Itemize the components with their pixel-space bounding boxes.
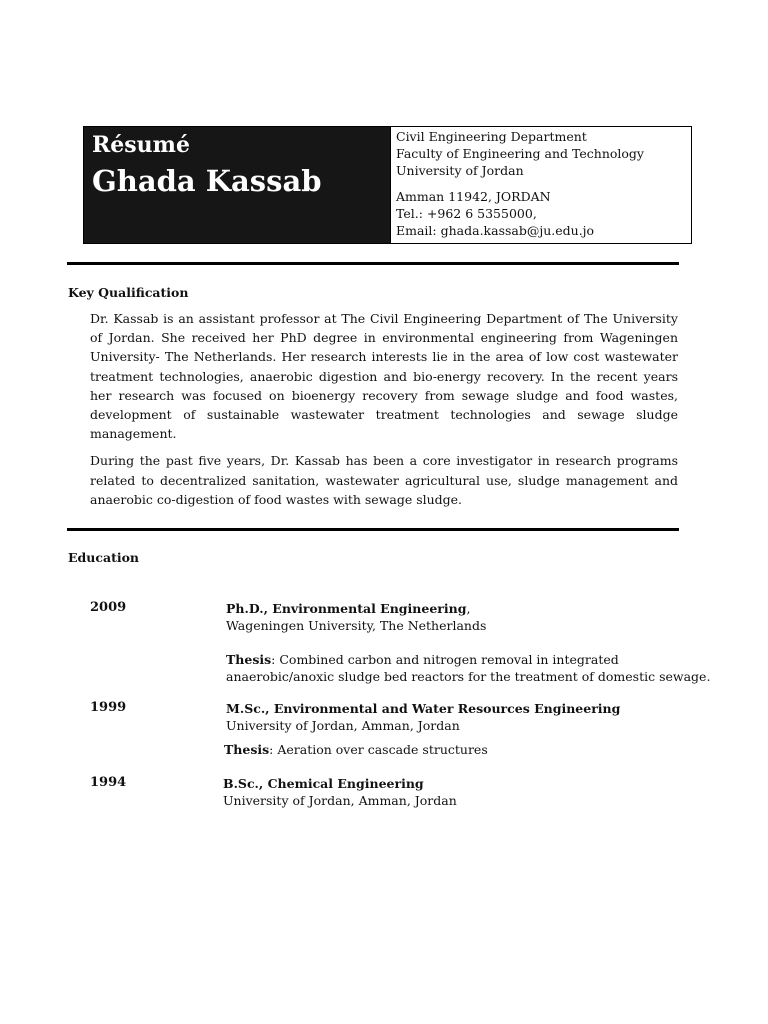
thesis-label: Thesis (224, 742, 270, 757)
education-degree: B.Sc., Chemical Engineering (223, 776, 424, 791)
person-name: Ghada Kassab (92, 164, 322, 198)
address-city: Amman 11942, JORDAN (396, 189, 551, 204)
education-thesis (224, 741, 488, 758)
resume-label: Résumé (92, 132, 190, 158)
section-divider (67, 528, 679, 531)
address-email: Email: ghada.kassab@ju.edu.jo (396, 223, 595, 238)
education-entry (226, 600, 710, 685)
education-year: 1994 (90, 775, 127, 790)
education-degree: M.Sc., Environmental and Water Resources Engineering (226, 701, 621, 716)
address-department: Civil Engineering Department (396, 129, 587, 144)
section-divider (67, 262, 679, 265)
education-institution: University of Jordan, Amman, Jordan (223, 793, 457, 808)
address-university: University of Jordan (396, 163, 524, 178)
education-institution: Wageningen University, The Netherlands (226, 618, 487, 633)
education-degree: Ph.D., Environmental Engineering (226, 601, 467, 616)
education-entry (223, 775, 457, 809)
header-table (83, 126, 692, 244)
thesis-label: Thesis (226, 652, 272, 667)
contact-address (390, 127, 691, 243)
qualification-paragraph: Dr. Kassab is an assistant professor at The Civil Engineering Department of The University of Jordan. She received her PhD degree in environmental engineering from Wageningen University- The Netherlands. Her research interests lie in the area of low cost wastewater treatment technologies, anaerobic digestion and bio-energy recovery. In the recent years her research was focused on bioenergy recovery from sewage sludge and food wastes, development of sustainable wastewater treatment technologies and sewage sludge management. (90, 311, 678, 442)
key-qualification-body (90, 309, 678, 517)
education-entry (226, 700, 620, 734)
thesis-text: : Combined carbon and nitrogen removal in integrated (271, 652, 619, 667)
education-title: Education (68, 550, 140, 565)
education-year: 1999 (90, 700, 127, 715)
education-year: 2009 (90, 600, 127, 615)
education-institution: University of Jordan, Amman, Jordan (226, 718, 460, 733)
address-faculty: Faculty of Engineering and Technology (396, 146, 644, 161)
degree-suffix: , (466, 601, 471, 616)
thesis-text: anaerobic/anoxic sludge bed reactors for the treatment of domestic sewage. (226, 669, 711, 684)
key-qualification-title: Key Qualification (68, 285, 189, 300)
thesis-text: : Aeration over cascade structures (269, 742, 488, 757)
header-name-panel (84, 127, 390, 243)
qualification-paragraph: During the past five years, Dr. Kassab has been a core investigator in research programs related to decentralized sanitation, wastewater agricultural use, sludge management and anaerobic co-digestion of food wastes with sewage sludge. (90, 453, 678, 507)
address-tel: Tel.: +962 6 5355000, (396, 206, 537, 221)
